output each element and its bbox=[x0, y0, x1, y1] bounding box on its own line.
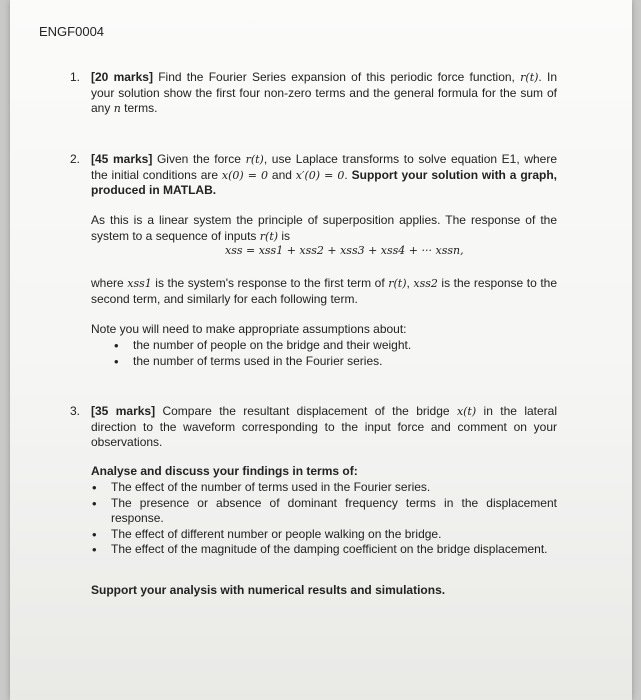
q1-func: r(t) bbox=[520, 71, 539, 84]
q2-para1-b: is bbox=[278, 228, 291, 243]
q1-n: n bbox=[113, 102, 121, 115]
q1-text-c: terms. bbox=[120, 101, 158, 115]
q1-marks: [20 marks] bbox=[91, 70, 153, 84]
q2-xss1: xss1 bbox=[127, 277, 152, 290]
list-item: • the number of terms used in the Fourier series. bbox=[113, 354, 553, 370]
q2-response-para bbox=[91, 276, 557, 307]
q3-support bbox=[91, 583, 557, 599]
q1-number: 1. bbox=[70, 70, 81, 84]
q2-number: 2. bbox=[70, 152, 81, 166]
q1-text-a: Find the Fourier Series expansion of this periodic force function, bbox=[152, 70, 521, 84]
q2-para2-func: r(t) bbox=[388, 277, 407, 290]
course-code-header: ENGF0004 bbox=[39, 24, 105, 39]
q2-func: r(t) bbox=[245, 153, 264, 166]
q3-bullet-list bbox=[91, 480, 557, 558]
q2-text bbox=[91, 152, 557, 199]
q2-support: Support your solution with a graph, produced in MATLAB. bbox=[91, 167, 557, 197]
q2-text-a: Given the force bbox=[152, 152, 246, 166]
q2-marks: [45 marks] bbox=[91, 152, 153, 166]
q1-text-b: . In your solution show the first four non-zero terms and the general formula for the sum of any bbox=[91, 70, 557, 115]
list-item: • The effect of different number or people walking on the bridge. bbox=[91, 527, 557, 543]
q3-number: 3. bbox=[70, 404, 81, 418]
q2-text-b: , use Laplace transforms to solve equation E1, where the initial conditions are bbox=[91, 152, 558, 182]
q3-support-text: Support your analysis with numerical results and simulations. bbox=[91, 583, 446, 597]
q2-note: Note you will need to make appropriate assumptions about: bbox=[91, 322, 407, 336]
q3-analyse-heading bbox=[91, 464, 557, 480]
q3-marks: [35 marks] bbox=[91, 404, 156, 418]
q3-func: x(t) bbox=[456, 405, 477, 418]
list-item: • The presence or absence of dominant frequency terms in the displacement response. bbox=[91, 496, 557, 527]
q2-and: and bbox=[268, 167, 296, 182]
q2-para2-b: is the system's response to the first term of bbox=[151, 276, 389, 290]
q2-period: . bbox=[344, 167, 352, 182]
q2-para2-c: , bbox=[406, 276, 414, 290]
q2-bullet-list bbox=[113, 338, 553, 369]
document-page bbox=[10, 0, 632, 700]
q2-superposition-para bbox=[91, 213, 557, 244]
q3-analyse: Analyse and discuss your findings in terms of: bbox=[91, 464, 358, 478]
superposition-equation: xss = xss1 + xss2 + xss3 + xss4 + ··· xssn, bbox=[225, 244, 464, 257]
list-item: • the number of people on the bridge and their weight. bbox=[113, 338, 553, 354]
q3-text-a: Compare the resultant displacement of the bridge bbox=[155, 404, 457, 418]
q2-para2-d: is the response to the second term, and similarly for each following term. bbox=[91, 276, 557, 306]
list-item: • The effect of the number of terms used in the Fourier series. bbox=[91, 480, 557, 496]
q2-para2-a: where bbox=[91, 276, 128, 290]
q2-xss2: xss2 bbox=[413, 277, 438, 290]
q3-text-b: in the lateral direction to the waveform corresponding to the input force and comment on your observations. bbox=[91, 404, 557, 449]
q2-para1-a: As this is a linear system the principle of superposition applies. The response of the system to a sequence of inputs bbox=[91, 213, 557, 243]
q1-text bbox=[91, 70, 557, 117]
q2-cond2: x′(0) = 0 bbox=[295, 168, 345, 182]
list-item: • The effect of the magnitude of the damping coefficient on the bridge displacement. bbox=[91, 542, 557, 558]
q2-cond1: x(0) = 0 bbox=[221, 168, 269, 182]
q2-para1-func: r(t) bbox=[259, 229, 279, 243]
q3-text bbox=[91, 404, 557, 451]
